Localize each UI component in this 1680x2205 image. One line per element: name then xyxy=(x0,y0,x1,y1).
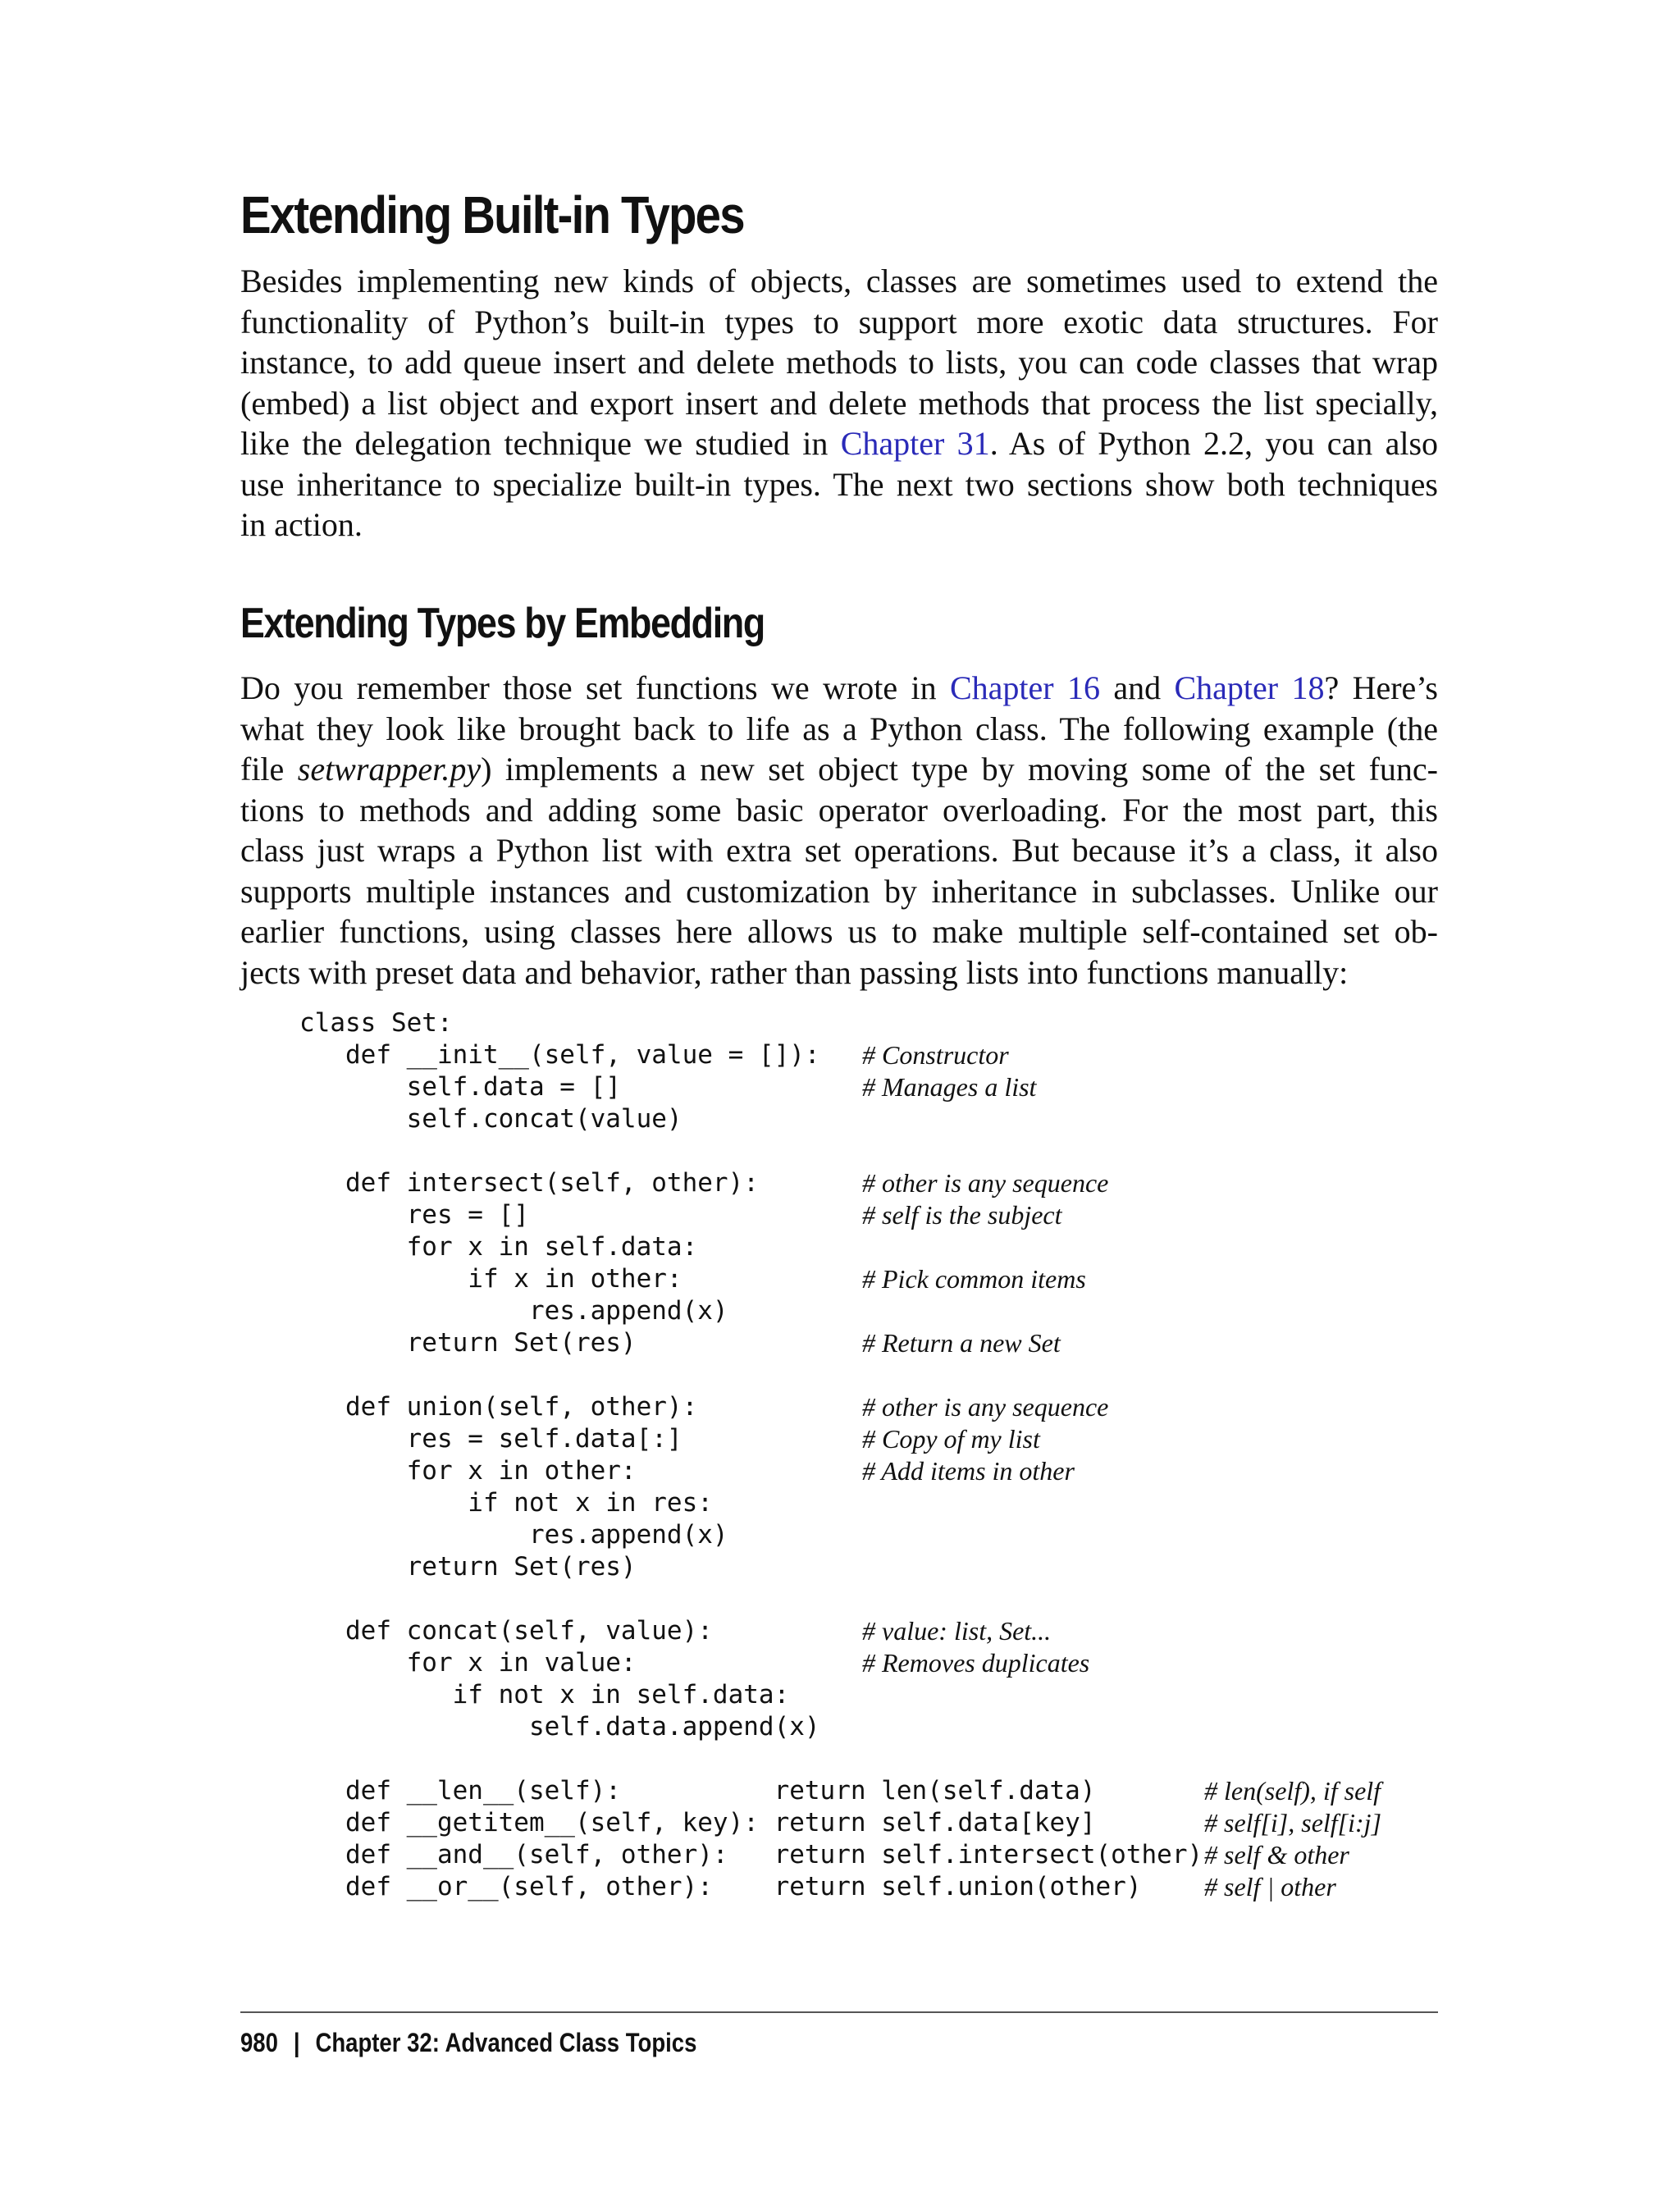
code-comment: # self | other xyxy=(1204,1872,1336,1901)
text-line xyxy=(240,749,1438,790)
code-text: if x in other: xyxy=(299,1264,682,1294)
text-fragment: ? Here’s xyxy=(1324,669,1438,706)
code-listing xyxy=(299,1007,1431,1903)
code-line xyxy=(299,1167,1431,1199)
code-line xyxy=(299,1551,1431,1583)
text-fragment: Do you remember those set functions we wrote in xyxy=(240,669,950,706)
code-comment: # Manages a list xyxy=(862,1072,1037,1102)
code-comment: # self & other xyxy=(1204,1840,1349,1869)
code-comment: # Constructor xyxy=(862,1040,1009,1070)
code-line xyxy=(299,1679,1431,1711)
code-text: def concat(self, value): xyxy=(299,1616,713,1646)
code-line xyxy=(299,1487,1431,1519)
code-line xyxy=(299,1583,1431,1615)
code-line xyxy=(299,1231,1431,1263)
code-line xyxy=(299,1711,1431,1743)
text-line: in action. xyxy=(240,506,363,543)
code-text: self.data.append(x) xyxy=(299,1712,820,1742)
code-comment: # self is the subject xyxy=(862,1200,1062,1230)
code-comment: # value: list, Set... xyxy=(862,1616,1052,1646)
text-line xyxy=(240,423,1438,464)
code-line xyxy=(299,1135,1431,1167)
code-text: res = [] xyxy=(299,1200,529,1230)
code-line xyxy=(299,1775,1431,1807)
text-fragment: . As of Python 2.2, you can also xyxy=(989,425,1439,462)
code-text: class Set: xyxy=(299,1008,453,1038)
code-text: res.append(x) xyxy=(299,1520,728,1550)
intro-paragraph xyxy=(240,261,1438,546)
text-fragment: and xyxy=(1099,669,1175,706)
code-line xyxy=(299,1103,1431,1135)
code-text: def __getitem__(self, key): return self.data[key] xyxy=(299,1808,1096,1838)
chapter-18-link[interactable]: Chapter 18 xyxy=(1174,669,1325,706)
code-comment: # len(self), if self xyxy=(1204,1776,1381,1806)
text-line: tions to methods and adding some basic operator overloading. For the most part, this xyxy=(240,791,1438,829)
code-line xyxy=(299,1807,1431,1839)
filename: setwrapper.py xyxy=(297,751,482,788)
code-comment: # Add items in other xyxy=(862,1456,1075,1486)
code-text: def __len__(self): return len(self.data) xyxy=(299,1776,1096,1806)
code-comment: # other is any sequence xyxy=(862,1392,1109,1422)
code-line xyxy=(299,1455,1431,1487)
code-text: self.concat(value) xyxy=(299,1104,682,1134)
text-line: what they look like brought back to life as a Python class. The following example (the xyxy=(240,710,1438,747)
footer-separator: | xyxy=(293,2028,300,2057)
code-text: res.append(x) xyxy=(299,1296,728,1326)
code-text: def __and__(self, other): return self.intersect(other) xyxy=(299,1840,1203,1869)
code-line xyxy=(299,1199,1431,1231)
page-footer xyxy=(240,2026,696,2059)
code-line xyxy=(299,1871,1431,1903)
code-comment: # Removes duplicates xyxy=(862,1648,1090,1678)
code-text: for x in self.data: xyxy=(299,1232,698,1262)
code-text: return Set(res) xyxy=(299,1552,637,1582)
chapter-31-link[interactable]: Chapter 31 xyxy=(840,425,990,462)
page-number: 980 xyxy=(240,2028,278,2057)
code-comment: # self[i], self[i:j] xyxy=(1204,1808,1382,1838)
code-line xyxy=(299,1391,1431,1423)
text-fragment: like the delegation technique we studied in xyxy=(240,425,841,462)
book-page xyxy=(240,0,1438,2205)
code-text: if not x in res: xyxy=(299,1488,713,1518)
code-comment: # Pick common items xyxy=(862,1264,1086,1294)
code-text: for x in value: xyxy=(299,1648,637,1678)
code-text: return Set(res) xyxy=(299,1328,637,1358)
code-line xyxy=(299,1647,1431,1679)
chapter-title: Chapter 32: Advanced Class Topics xyxy=(315,2028,697,2057)
code-line xyxy=(299,1359,1431,1391)
code-text: def union(self, other): xyxy=(299,1392,698,1422)
code-line xyxy=(299,1839,1431,1871)
chapter-16-link[interactable]: Chapter 16 xyxy=(949,669,1100,706)
text-line: earlier functions, using classes here allows us to make multiple self-contained set ob- xyxy=(240,913,1438,950)
text-fragment: file xyxy=(240,751,298,788)
code-line xyxy=(299,1423,1431,1455)
code-text: for x in other: xyxy=(299,1456,637,1486)
text-line: use inheritance to specialize built-in types. The next two sections show both techniques xyxy=(240,465,1438,503)
code-text: def __or__(self, other): return self.union(other) xyxy=(299,1872,1142,1901)
text-line: instance, to add queue insert and delete methods to lists, you can code classes that wrap xyxy=(240,344,1438,381)
code-line xyxy=(299,1007,1431,1039)
footer-rule xyxy=(240,2011,1438,2013)
code-line xyxy=(299,1519,1431,1551)
code-comment: # Return a new Set xyxy=(862,1328,1061,1358)
text-line: jects with preset data and behavior, rather than passing lists into functions manually: xyxy=(240,953,1349,991)
text-line: class just wraps a Python list with extra set operations. But because it’s a class, it also xyxy=(240,832,1438,869)
code-text: if not x in self.data: xyxy=(299,1680,790,1710)
code-line xyxy=(299,1295,1431,1327)
code-comment: # Copy of my list xyxy=(862,1424,1040,1454)
text-line: (embed) a list object and export insert and delete methods that process the list specially, xyxy=(240,384,1438,422)
code-text: res = self.data[:] xyxy=(299,1424,682,1454)
code-line xyxy=(299,1743,1431,1775)
code-text: self.data = [] xyxy=(299,1072,621,1102)
code-comment: # other is any sequence xyxy=(862,1168,1109,1198)
code-text: def __init__(self, value = []): xyxy=(299,1040,820,1070)
section-heading: Extending Built-in Types xyxy=(240,185,744,244)
code-line xyxy=(299,1071,1431,1103)
text-line: Besides implementing new kinds of objects, classes are sometimes used to extend the xyxy=(240,262,1438,299)
text-line: functionality of Python’s built-in types to support more exotic data structures. For xyxy=(240,303,1438,340)
code-line xyxy=(299,1327,1431,1359)
subsection-heading: Extending Types by Embedding xyxy=(240,600,765,647)
code-line xyxy=(299,1039,1431,1071)
text-fragment: ) implements a new set object type by moving some of the set func- xyxy=(481,751,1438,788)
text-line xyxy=(240,668,1438,709)
code-line xyxy=(299,1615,1431,1647)
embedding-paragraph xyxy=(240,668,1438,993)
text-line: supports multiple instances and customization by inheritance in subclasses. Unlike our xyxy=(240,872,1438,910)
code-line xyxy=(299,1263,1431,1295)
code-text: def intersect(self, other): xyxy=(299,1168,759,1198)
